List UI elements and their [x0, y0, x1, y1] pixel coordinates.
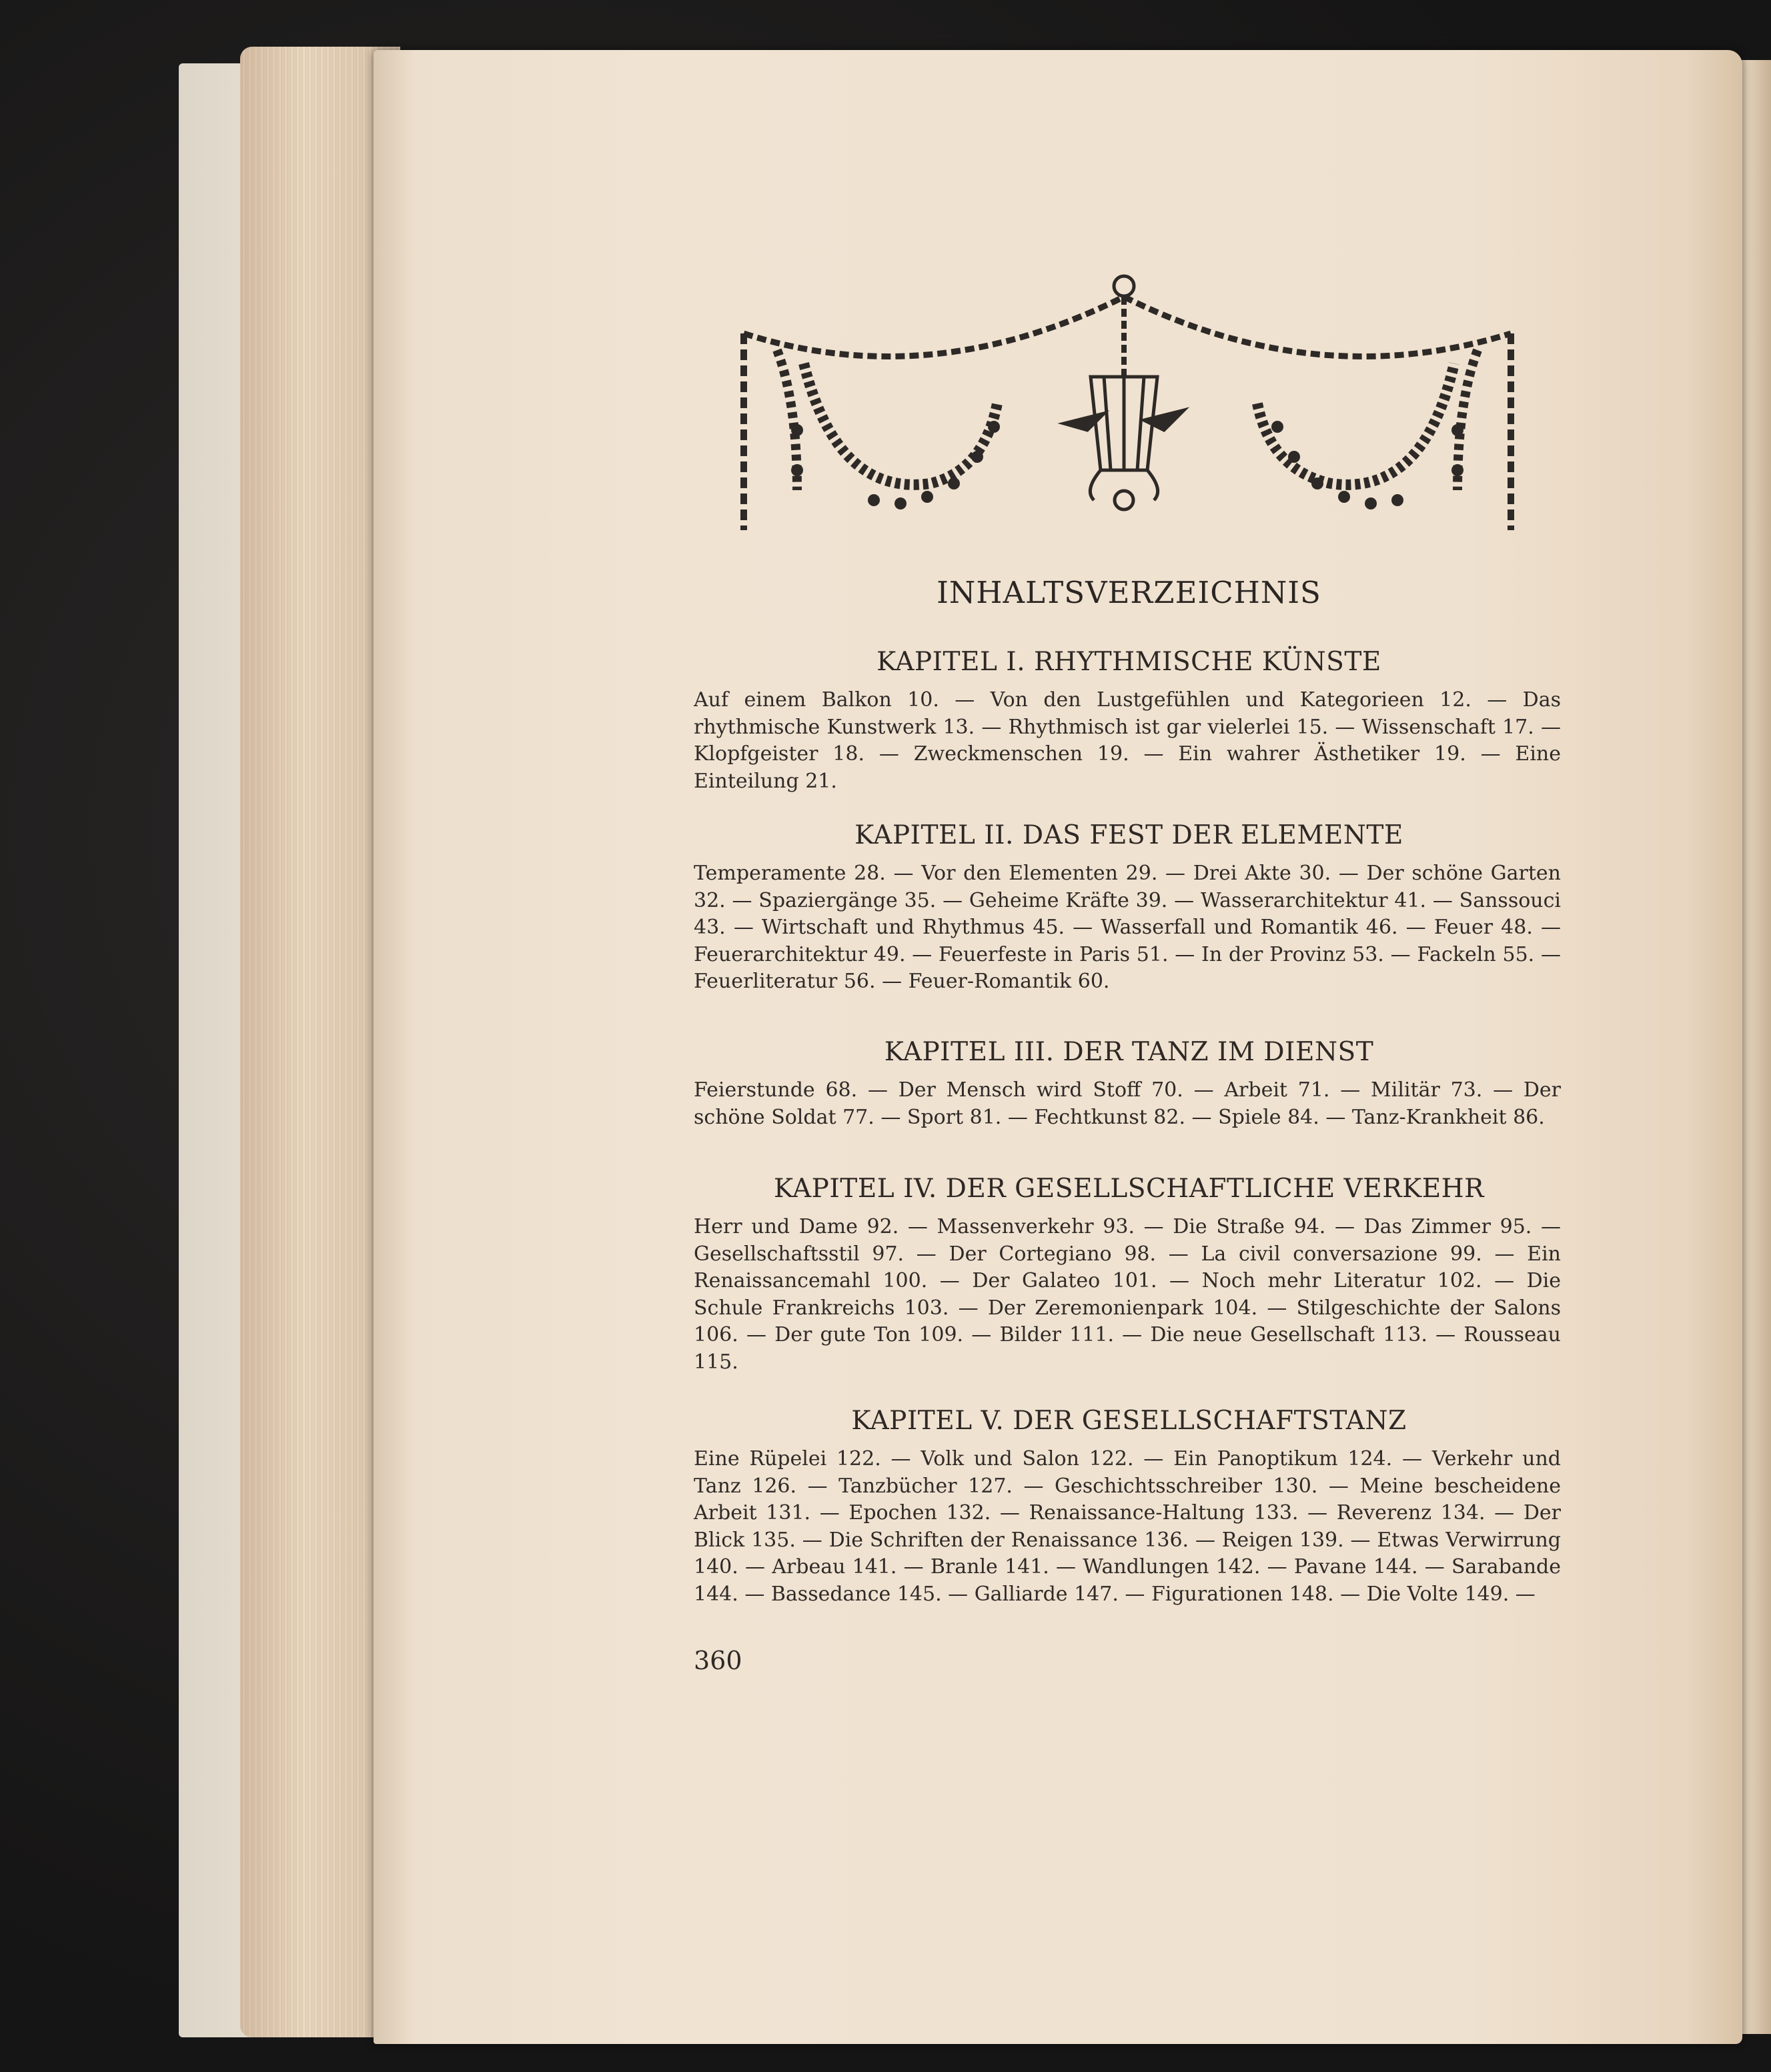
- chapter-3-heading: KAPITEL III. DER TANZ IM DIENST: [884, 1037, 1374, 1067]
- chapter-4-contents: Herr und Dame 92. — Massenverkehr 93. — Die Straße 94. — Das Zimmer 95. — Gesellschaftsstil 97. — Der Cortegiano 98. — La civil conversazione 99. — Ein Renaissancemahl 100. — Der Galateo 101. — Noch mehr Literatur 102. — Die Schule Frankreichs 103. — Der Zeremonienpark 104. — Stilgeschichte der Salons 106. — Der gute Ton 109. — Bilder 111. — Die neue Gesellschaft 113. — Rousseau 115.: [694, 1215, 1561, 1374]
- chapter-5-contents: Eine Rüpelei 122. — Volk und Salon 122. — Ein Panoptikum 124. — Verkehr und Tanz 126. — Tanzbücher 127. — Geschichtsschreiber 130. — Meine bescheidene Arbeit 131. — Epochen 132. — Renaissance-Haltung 133. — Reverenz 134. — Der Blick 135. — Die Schriften der Renaissance 136. — Reigen 139. — Etwas Verwirrung 140. — Arbeau 141. — Branle 141. — Wandlungen 142. — Pavane 144. — Sarabande 144. — Bassedance 145. — Galliarde 147. — Figurationen 148. — Die Volte 149. —: [694, 1447, 1561, 1606]
- chapter-2-contents: Temperamente 28. — Vor den Elementen 29. — Drei Akte 30. — Der schöne Garten 32. — Spaziergänge 35. — Geheime Kräfte 39. — Wasserarchitektur 41. — Sanssouci 43. — Wirtschaft und Rhythmus 45. — Wasserfall und Romantik 46. — Feuer 48. — Feuerarchitektur 49. — Feuerfeste in Paris 51. — In der Provinz 53. — Fackeln 55. — Feuerliteratur 56. — Feuer-Romantik 60.: [694, 862, 1561, 993]
- table-of-contents-title: INHALTSVERZEICHNIS: [937, 575, 1321, 610]
- chapter-2-heading: KAPITEL II. DAS FEST DER ELEMENTE: [854, 820, 1403, 850]
- chapter-4-heading: KAPITEL IV. DER GESELLSCHAFTLICHE VERKEHR: [773, 1174, 1485, 1204]
- chapter-5-heading: KAPITEL V. DER GESELLSCHAFTSTANZ: [851, 1406, 1407, 1436]
- page-number: 360: [694, 1646, 742, 1675]
- garland-ornament-icon: [730, 270, 1528, 537]
- chapter-1-heading: KAPITEL I. RHYTHMISCHE KÜNSTE: [876, 647, 1381, 677]
- chapter-1-contents: Auf einem Balkon 10. — Von den Lustgefühlen und Kategorieen 12. — Das rhythmische Kunstwerk 13. — Rhythmisch ist gar vielerlei 15. — Wissenschaft 17. — Klopfgeister 18. — Zweckmenschen 19. — Ein wahrer Ästhetiker 19. — Eine Einteilung 21.: [694, 688, 1561, 793]
- chapter-3-contents: Feierstunde 68. — Der Mensch wird Stoff 70. — Arbeit 71. — Militär 73. — Der schöne Soldat 77. — Sport 81. — Fechtkunst 82. — Spiele 84. — Tanz-Krankheit 86.: [694, 1078, 1561, 1129]
